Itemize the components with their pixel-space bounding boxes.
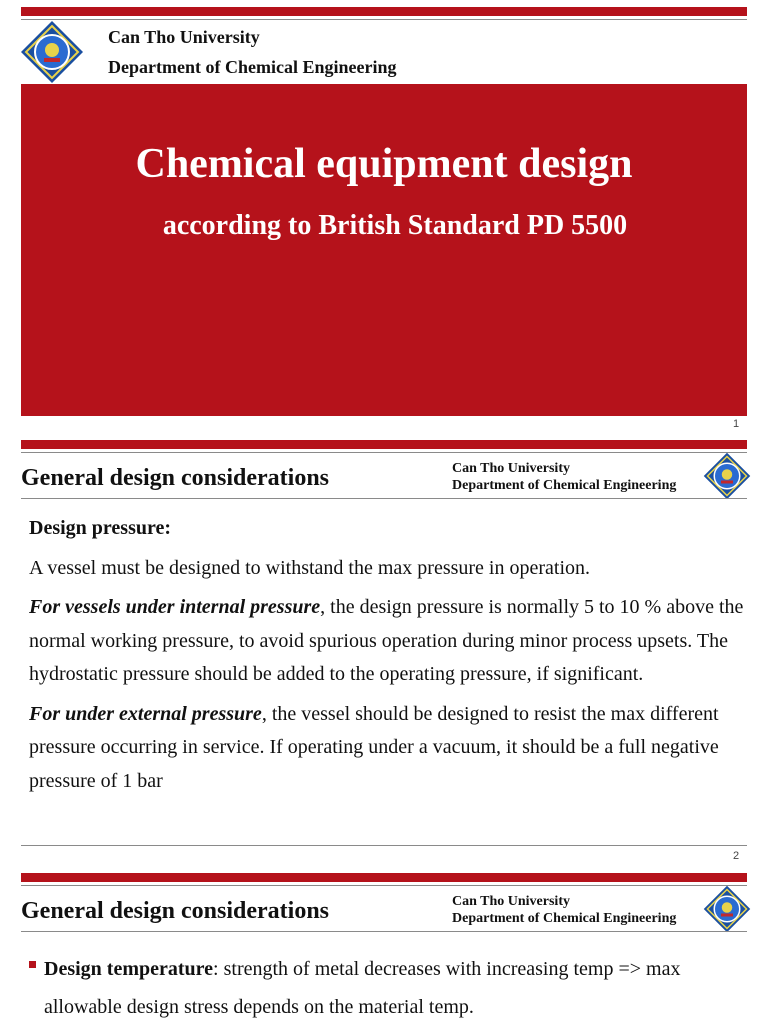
- slide2-department-name: Department of Chemical Engineering: [452, 478, 677, 493]
- paragraph-external-pressure: [29, 698, 749, 799]
- slide1-university-name: Can Tho University: [108, 27, 260, 47]
- slide1-top-rule: [21, 19, 747, 20]
- slide1-department-name: Department of Chemical Engineering: [108, 57, 397, 77]
- paragraph-internal-pressure: [29, 591, 749, 692]
- slide1-top-bar: [21, 7, 747, 16]
- university-logo-icon: [703, 452, 751, 500]
- slide3-heading: General design considerations: [21, 898, 330, 924]
- design-temperature-text: : strength of metal decreases with increasing temp => max allowable design stress depends on the material temp.: [44, 958, 681, 1018]
- slide3-university-name: Can Tho University: [452, 894, 570, 909]
- university-logo-icon: [20, 20, 84, 84]
- bullet-square-icon: [29, 961, 36, 968]
- slide2-top-bar: [21, 440, 747, 449]
- slide3-header-rule: [21, 931, 747, 932]
- paragraph-max-pressure: A vessel must be designed to withstand the max pressure in operation.: [29, 556, 591, 579]
- slide3-department-name: Department of Chemical Engineering: [452, 911, 677, 926]
- slide1-subtitle: according to British Standard PD 5500: [162, 210, 628, 241]
- design-pressure-label: Design pressure:: [29, 517, 172, 539]
- external-pressure-lead: For under external pressure: [29, 702, 262, 725]
- slide3-top-bar: [21, 873, 747, 882]
- slide2-heading: General design considerations: [21, 465, 330, 491]
- slide1-title-panel: [21, 84, 747, 416]
- internal-pressure-lead: For vessels under internal pressure: [29, 596, 321, 618]
- design-temperature-lead: Design temperature: [44, 958, 214, 980]
- slide3-top-rule: [21, 885, 747, 886]
- slide2-bottom-rule: [21, 845, 747, 846]
- external-pressure-text: , the vessel should be designed to resist the max different pressure occurring in service. If operating under a vacuum, it should be a full negative pressure of 1 bar: [29, 702, 719, 792]
- slide2-university-name: Can Tho University: [452, 461, 570, 476]
- internal-pressure-text: , the design pressure is normally 5 to 10 % above the normal working pressure, to avoid spurious operation during minor process upsets. The hydrostatic pressure should be added to the operating pressure, if significant.: [29, 596, 744, 685]
- slide1-page-number: 1: [733, 418, 740, 430]
- slide2-page-number: 2: [733, 850, 740, 862]
- slide2-body: [29, 512, 749, 804]
- slide3-bullet-text: [44, 950, 744, 1026]
- slide2-top-rule: [21, 452, 747, 453]
- slide1-title: Chemical equipment design: [135, 141, 633, 187]
- university-logo-icon: [703, 885, 751, 933]
- slide2-header-rule: [21, 498, 747, 499]
